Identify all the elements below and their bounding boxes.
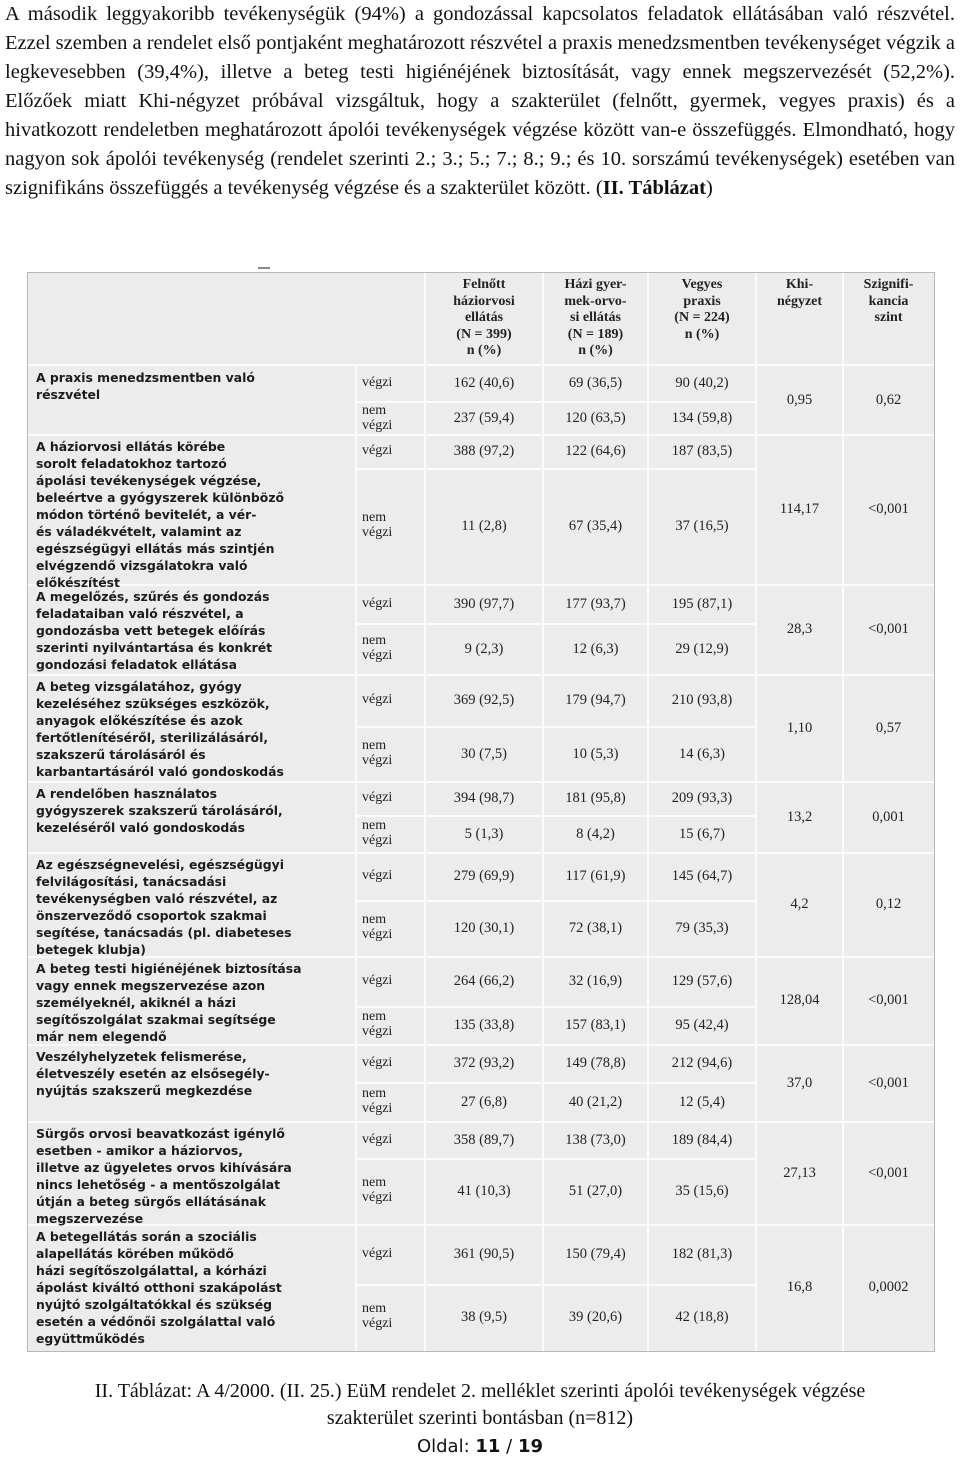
value-cell: 9 (2,3) [464, 640, 504, 657]
value-cell: 212 (94,6) [671, 1055, 733, 1071]
task-description: A praxis menedzsmentben való részvétel [36, 370, 255, 402]
value-cell: 138 (73,0) [565, 1131, 626, 1148]
value-cell: 361 (90,5) [453, 1246, 515, 1262]
value-cell: 79 (35,3) [675, 920, 729, 936]
row-divider [28, 781, 934, 783]
value-cell: 181 (95,8) [565, 790, 626, 806]
answer-label-no: nem végzi [362, 632, 393, 663]
value-cell: 90 (40,2) [675, 375, 729, 391]
chi-square-value: 37,0 [786, 1074, 813, 1091]
value-cell: 120 (63,5) [565, 409, 626, 426]
value-cell: 135 (33,8) [453, 1017, 515, 1033]
value-cell: 237 (59,4) [453, 409, 515, 426]
chi-square-value: 128,04 [779, 992, 820, 1008]
value-cell: 8 (4,2) [576, 825, 615, 842]
column-header: Khi- négyzet [776, 277, 823, 309]
column-header: Házi gyer- mek-orvo- si ellátás (N = 189) n (%) [564, 277, 627, 358]
value-cell: 187 (83,5) [671, 443, 733, 459]
significance-value: 0,57 [875, 719, 902, 736]
answer-divider [356, 468, 756, 470]
value-cell: 38 (9,5) [461, 1309, 507, 1325]
activities-table [27, 272, 935, 1352]
answer-divider [356, 1006, 756, 1008]
value-cell: 134 (59,8) [671, 409, 733, 426]
value-cell: 27 (6,8) [461, 1093, 507, 1110]
value-cell: 129 (57,6) [671, 973, 733, 989]
value-cell: 120 (30,1) [453, 920, 515, 936]
value-cell: 32 (16,9) [568, 973, 623, 989]
value-cell: 69 (36,5) [568, 375, 623, 391]
answer-label-no: nem végzi [362, 1009, 393, 1039]
chi-square-value: 16,8 [786, 1279, 813, 1295]
chi-square-value: 1,10 [786, 719, 813, 736]
answer-label-no: nem végzi [362, 1085, 393, 1116]
answer-divider [356, 1082, 756, 1084]
significance-value: <0,001 [868, 621, 909, 637]
value-cell: 42 (18,8) [675, 1309, 729, 1325]
answer-divider [356, 900, 756, 902]
value-cell: 95 (42,4) [675, 1017, 729, 1033]
chi-square-value: 4,2 [790, 896, 809, 912]
caption-line-2: szakterület szerinti bontásban (n=812) [326, 1407, 634, 1429]
chi-square-value: 114,17 [779, 501, 820, 517]
value-cell: 14 (6,3) [679, 745, 725, 762]
significance-value: 0,12 [875, 896, 902, 912]
row-divider [28, 674, 934, 676]
task-description: Veszélyhelyzetek felismerése, életveszély esetén az elsősegély- nyújtás szakszerű megkezdése [36, 1049, 270, 1098]
chi-square-value: 13,2 [786, 808, 813, 825]
value-cell: 40 (21,2) [568, 1093, 623, 1110]
value-cell: 182 (81,3) [671, 1246, 733, 1262]
page-separator: / [506, 1436, 513, 1457]
value-cell: 195 (87,1) [671, 595, 733, 612]
column-header: Vegyes praxis (N = 224) n (%) [674, 277, 730, 342]
answer-label-yes: végzi [362, 790, 393, 805]
row-divider [28, 852, 934, 854]
answer-label-no: nem végzi [362, 1175, 393, 1205]
value-cell: 358 (89,7) [453, 1131, 515, 1148]
column-header: Felnőtt háziorvosi ellátás (N = 399) n (%) [453, 277, 515, 358]
task-description: Az egészségnevelési, egészségügyi felvilágosítási, tanácsadási tevékenységben való részvétel, az önszerveződő csoportok szakmai segítése, tanácsadás (pl. diabeteses betegek klubja) [36, 857, 292, 957]
value-cell: 189 (84,4) [671, 1131, 733, 1148]
task-description: A megelőzés, szűrés és gondozás feladataiban való részvétel, a gondozásba vett betegek előírás szerinti nyilvántartása és konkrét gondozási feladatok ellátása [36, 589, 273, 672]
value-cell: 67 (35,4) [568, 518, 623, 534]
value-cell: 390 (97,7) [453, 595, 515, 612]
value-cell: 145 (64,7) [671, 868, 733, 884]
answer-label-no: nem végzi [362, 817, 393, 848]
page-number [0, 1436, 960, 1457]
value-cell: 162 (40,6) [453, 375, 515, 391]
significance-value: <0,001 [868, 1074, 909, 1091]
chi-square-value: 27,13 [783, 1164, 816, 1181]
value-cell: 37 (16,5) [675, 518, 729, 534]
value-cell: 12 (5,4) [679, 1093, 725, 1110]
answer-label-yes: végzi [362, 1055, 393, 1070]
significance-value: <0,001 [868, 501, 909, 517]
task-description: A beteg testi higiénéjének biztosítása vagy ennek megszervezése azon személyeknél, akiknél a házi segítőszolgálat szakmai segítsége már nem elegendő [36, 961, 302, 1044]
answer-label-yes: végzi [362, 1131, 393, 1147]
significance-value: 0,001 [872, 808, 905, 825]
value-cell: 157 (83,1) [565, 1017, 626, 1033]
value-cell: 10 (5,3) [572, 745, 619, 762]
intro-text-end: ) [705, 177, 713, 199]
value-cell: 372 (93,2) [453, 1055, 515, 1071]
answer-label-yes: végzi [362, 375, 393, 390]
value-cell: 11 (2,8) [461, 518, 507, 534]
value-cell: 369 (92,5) [453, 692, 515, 708]
value-cell: 117 (61,9) [565, 868, 626, 884]
page-label: Oldal: [416, 1436, 470, 1457]
value-cell: 12 (6,3) [572, 640, 619, 657]
value-cell: 29 (12,9) [675, 640, 729, 657]
value-cell: 15 (6,7) [679, 825, 725, 842]
task-description: A háziorvosi ellátás körébe sorolt feladatokhoz tartozó ápolási tevékenységek végzése, beleértve a gyógyszerek különböző módon történő bevitelét, a vér- és váladékvételt, valamint az egészségügyi ellátás más szintjén elvégzendő vizsgálatokra való előkészítést [36, 439, 285, 590]
answer-label-yes: végzi [362, 595, 393, 611]
answer-label-no: nem végzi [362, 1301, 393, 1331]
table-caption [0, 1378, 960, 1432]
answer-label-yes: végzi [362, 1246, 393, 1261]
column-divider [355, 365, 357, 1351]
significance-value: <0,001 [868, 992, 909, 1008]
value-cell: 122 (64,6) [565, 443, 626, 459]
value-cell: 5 (1,3) [464, 825, 504, 842]
value-cell: 30 (7,5) [461, 745, 507, 762]
value-cell: 72 (38,1) [568, 920, 623, 936]
answer-label-yes: végzi [362, 973, 393, 988]
column-header: Szignifi- kancia szint [863, 277, 914, 325]
significance-value: 0,0002 [868, 1279, 909, 1295]
row-divider [28, 1121, 934, 1123]
task-description: Sürgős orvosi beavatkozást igénylő esetben - amikor a háziorvos, illetve az ügyeletes orvos kihívására nincs lehetőség - a mentőszolgálat útján a beteg sürgős ellátásának megszervezése [36, 1126, 292, 1226]
value-cell: 177 (93,7) [565, 595, 626, 612]
value-cell: 35 (15,6) [675, 1183, 729, 1199]
task-description: A beteg vizsgálatához, gyógy kezeléséhez szükséges eszközök, anyagok előkészítése és azok fertőtlenítéséről, sterilizálásáról, szakszerű tárolásáról és karbantartásáról való gondoskodás [36, 679, 284, 779]
answer-divider [356, 726, 756, 728]
answer-label-yes: végzi [362, 868, 393, 883]
significance-value: 0,62 [875, 391, 902, 408]
value-cell: 209 (93,3) [671, 790, 733, 806]
answer-divider [356, 1284, 756, 1286]
value-cell: 41 (10,3) [457, 1183, 511, 1199]
answer-label-no: nem végzi [362, 737, 393, 768]
value-cell: 210 (93,8) [671, 692, 733, 708]
value-cell: 149 (78,8) [565, 1055, 626, 1071]
value-cell: 179 (94,7) [565, 692, 626, 708]
caption-line-1: II. Táblázat: A 4/2000. (II. 25.) EüM rendelet 2. melléklet szerinti ápolói tevékenységek végzése [94, 1380, 866, 1402]
value-cell: 150 (79,4) [565, 1246, 626, 1262]
value-cell: 279 (69,9) [453, 868, 515, 884]
scan-mark [258, 267, 270, 269]
intro-text: A második leggyakoribb tevékenységük (94%) a gondozással kapcsolatos feladatok ellátásában való részvétel. Ezzel szemben a rendelet első pontjaként meghatározott részvétel a praxis menedzsmentben tevékenységet végzik a legkevesebben (39,4%), illetve a beteg testi higiénéjének biztosítását, vagy ennek megszervezését (52,2%). Előzőek miatt Khi-négyzet próbával vizsgáltuk, hogy a szakterület (felnőtt, gyermek, vegyes praxis) és a hivatkozott rendeletben meghatározott ápolói tevékenységek végzése között van-e összefüggés. Elmondható, hogy nagyon sok ápolói tevékenység (rendelet szerinti 2.; 3.; 5.; 7.; 8.; 9.; és 10. sorszámú tevékenységek) esetében van szignifikáns összefüggés a tevékenység végzése és a szakterület között. ( [5, 3, 955, 199]
answer-label-yes: végzi [362, 692, 393, 707]
answer-divider [356, 623, 756, 625]
value-cell: 394 (98,7) [453, 790, 515, 806]
header-divider [28, 364, 934, 366]
value-cell: 388 (97,2) [453, 443, 515, 459]
intro-paragraph [5, 0, 955, 203]
page-current: 11 [475, 1436, 501, 1457]
answer-label-yes: végzi [362, 443, 393, 458]
task-description: A betegellátás során a szociális alapellátás körében működő házi segítőszolgálattal, a kórházi ápolást kiváltó otthoni szakápolást nyújtó szolgáltatókkal és szükség esetén a védőnői szolgálattal való együttműködés [36, 1229, 282, 1346]
chi-square-value: 28,3 [786, 621, 813, 637]
significance-value: <0,001 [868, 1164, 909, 1181]
answer-label-no: nem végzi [362, 403, 393, 433]
task-description: A rendelőben használatos gyógyszerek szakszerű tárolásáról, kezeléséről való gondoskodás [36, 786, 283, 835]
value-cell: 264 (66,2) [453, 973, 515, 989]
row-divider [28, 434, 934, 436]
answer-label-no: nem végzi [362, 912, 393, 942]
table-reference: II. Táblázat [602, 177, 706, 199]
chi-square-value: 0,95 [786, 391, 813, 408]
answer-label-no: nem végzi [362, 510, 393, 540]
page-total: 19 [517, 1436, 544, 1457]
value-cell: 39 (20,6) [568, 1309, 623, 1325]
answer-divider [356, 1158, 756, 1160]
value-cell: 51 (27,0) [568, 1183, 623, 1199]
